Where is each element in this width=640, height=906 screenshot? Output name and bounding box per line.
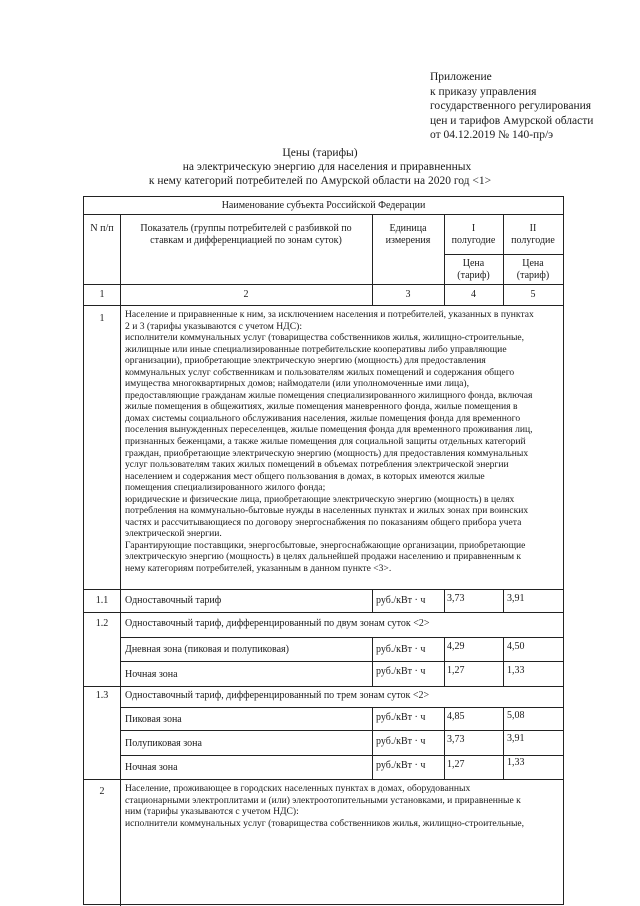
tariff-h1: 3,73	[447, 734, 465, 745]
row-label: Ночная зона	[125, 669, 178, 680]
row-label: Ночная зона	[125, 762, 178, 773]
tariff-h2: 5,08	[507, 710, 525, 721]
row-label: Пиковая зона	[125, 714, 182, 725]
tariff-h1: 1,27	[447, 665, 465, 676]
tariff-h1: 4,29	[447, 641, 465, 652]
col-number: 2	[243, 289, 249, 300]
col-number: 4	[471, 289, 476, 300]
row-label: Одноставочный тариф, дифференцированный по двум зонам суток <2>	[125, 618, 430, 629]
title-line: к нему категорий потребителей по Амурской области на 2020 год <1>	[148, 175, 492, 187]
tariff-h1: 3,73	[447, 593, 465, 604]
title-line: Цены (тарифы)	[282, 147, 358, 159]
row-num-2: 2	[99, 786, 105, 797]
page-title	[0, 146, 640, 188]
price-label-h1: Цена (тариф)	[457, 258, 490, 282]
appendix-line: государственного регулирования	[430, 100, 592, 113]
appendix-line: цен и тарифов Амурской области	[430, 114, 594, 127]
col-number: 5	[530, 289, 536, 300]
row-label: Дневная зона (пиковая и полупиковая)	[125, 644, 289, 655]
appendix-block	[430, 70, 593, 143]
tariff-h2: 4,50	[507, 641, 525, 652]
section-2-description: Население, проживающее в городских населенных пунктах в домах, оборудованных стационарными электроплитами и (или) электроотопительными установками, и приравненные к ним (тарифы указываются с учетом НДС): исполнители коммунальных услуг (товарищества собственников жилья, жилищно-строительные,	[125, 783, 525, 829]
row-unit: руб./кВт · ч	[376, 736, 426, 747]
region-header: Наименование субъекта Российской Федерации	[221, 200, 426, 211]
row-label: Полупиковая зона	[125, 738, 202, 749]
appendix-line: к приказу управления	[430, 85, 537, 98]
row-label: Одноставочный тариф, дифференцированный по трем зонам суток <2>	[125, 690, 430, 701]
appendix-line: от 04.12.2019 № 140-пр/э	[430, 129, 554, 142]
col-number: 1	[99, 289, 105, 300]
row-num-1-3: 1.3	[95, 690, 109, 701]
tariff-table	[83, 196, 564, 905]
row-unit: руб./кВт · ч	[376, 644, 426, 655]
price-label-h2: Цена (тариф)	[516, 258, 550, 282]
col-number: 3	[405, 289, 411, 300]
col-header-indicator: Показатель (группы потребителей с разбивкой по ставкам и дифференциацией по зонам суток)	[140, 223, 352, 247]
tariff-h2: 1,33	[507, 757, 525, 768]
row-num-1-1: 1.1	[95, 595, 109, 606]
col-header-unit: Единица измерения	[385, 223, 431, 247]
row-num-1: 1	[99, 313, 105, 324]
tariff-h1: 1,27	[447, 759, 465, 770]
appendix-line: Приложение	[430, 71, 492, 83]
tariff-h2: 1,33	[507, 665, 525, 676]
section-1-description: Население и приравненные к ним, за исключением населения и потребителей, указанных в пунктах 2 и 3 (тарифы указываются с учетом НДС): исполнители коммунальных услуг (товарищества собственников жилья, жилищно-строительные, жилищные или иные специализированные потребительские кооперативы либо управляющие организации), приобретающие электрическую энергию (мощность) для предоставления коммунальных услуг собственникам и пользователям жилых помещений и содержания общего имущества многоквартирных домов; наймодатели (или уполномоченные ими лица), предоставляющие гражданам жилые помещения специализированного жилищного фонда, включая жилые помещения в общежитиях, жилые помещения маневренного фонда, жилые помещения в домах системы социального обслуживания населения, жилые помещения фонда для временного поселения вынужденных переселенцев, жилые помещения фонда для временного проживания лиц, признанных беженцами, а также жилые помещения для социальной защиты отдельных категорий граждан, приобретающие электрическую энергию (мощность) для предоставления коммунальных услуг пользователям таких жилых помещений в объемах потребления электрической энергии населением и содержания мест общего пользования в домах, в которых имеются жилые помещения специализированного жилого фонда; юридические и физические лица, приобретающие электрическую энергию (мощность) в целях потребления на коммунально-бытовые нужды в населенных пунктах и жилых зонах при воинских частях и рассчитывающиеся по договору энергоснабжения по показаниям общего прибора учета электрической энергии. Гарантирующие поставщики, энергосбытовые, энергоснабжающие организации, приобретающие электрическую энергию (мощность) в целях дальнейшей продажи населению и приравненным к нему категориям потребителей, указанным в данном пункте <3>.	[125, 309, 534, 575]
row-label: Одноставочный тариф	[125, 595, 222, 606]
row-unit: руб./кВт · ч	[376, 666, 426, 677]
col-header-h1: I полугодие	[451, 223, 496, 247]
row-unit: руб./кВт · ч	[376, 760, 426, 771]
tariff-h2: 3,91	[507, 733, 525, 744]
tariff-h1: 4,85	[447, 711, 465, 722]
row-unit: руб./кВт · ч	[376, 595, 426, 606]
tariff-h2: 3,91	[507, 593, 525, 604]
title-line: на электрическую энергию для населения и приравненных	[182, 161, 472, 173]
row-unit: руб./кВт · ч	[376, 712, 426, 723]
col-header-num: N п/п	[90, 223, 114, 234]
col-header-h2: II полугодие	[511, 223, 555, 247]
row-num-1-2: 1.2	[95, 618, 109, 629]
